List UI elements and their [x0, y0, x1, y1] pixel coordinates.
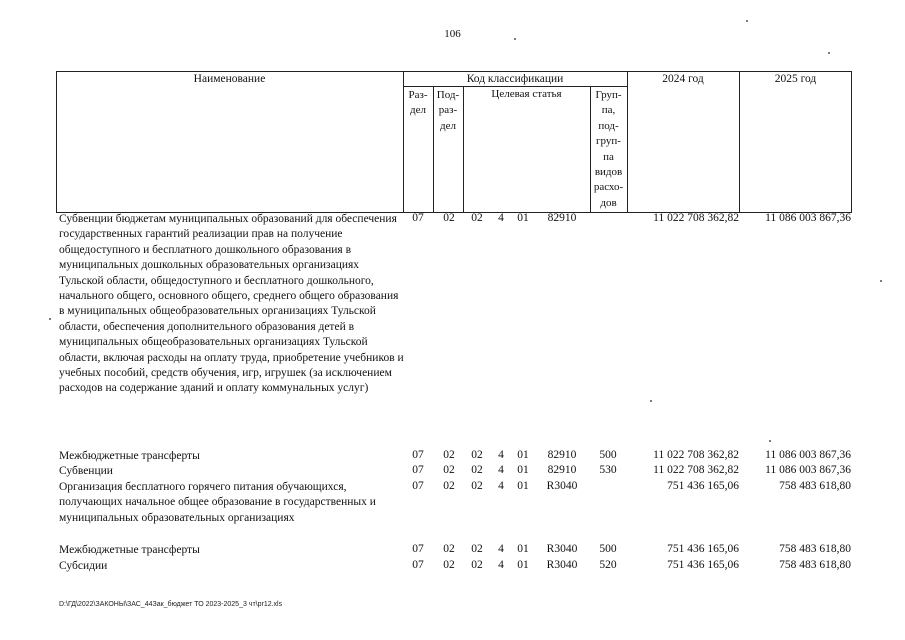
row-amount-2025: 758 483 618,80 [779, 559, 851, 571]
row-target-2: 4 [498, 559, 504, 571]
scan-speck [514, 38, 516, 40]
row-target-2: 4 [498, 480, 504, 492]
row-podrazdel: 02 [443, 543, 455, 555]
header-expense-group-line: па, [601, 104, 616, 117]
row-podrazdel: 02 [443, 559, 455, 571]
header-name: Наименование [193, 73, 266, 85]
header-expense-group-line: видов [594, 166, 623, 179]
header-podrazdel-line: дел [440, 119, 456, 132]
row-target-4: 82910 [547, 464, 577, 476]
row-amount-2024: 11 022 708 362,82 [653, 212, 739, 224]
row-target-1: 02 [471, 559, 483, 571]
header-target-article: Целевая статья [491, 88, 562, 100]
row-amount-2024: 11 022 708 362,82 [653, 449, 739, 461]
row-target-2: 4 [498, 449, 504, 461]
row-razdel: 07 [412, 480, 424, 492]
page-number: 106 [444, 28, 461, 40]
header-expense-group-line: дов [600, 196, 617, 209]
scan-speck [769, 440, 771, 442]
row-name: Межбюджетные трансферты [59, 544, 200, 556]
row-target-3: 01 [517, 543, 529, 555]
row-expense-group: 500 [599, 543, 617, 555]
header-year-2025: 2025 год [774, 73, 817, 85]
row-razdel: 07 [412, 449, 424, 461]
row-amount-2024: 751 436 165,06 [667, 480, 739, 492]
scan-speck [650, 400, 652, 402]
header-razdel-line: Раз- [408, 89, 428, 101]
row-amount-2025: 11 086 003 867,36 [765, 449, 851, 461]
row-target-1: 02 [471, 212, 483, 224]
row-podrazdel: 02 [443, 464, 455, 476]
row-name: Организация бесплатного горячего питания обучающихся, получающих начальное общее образование в государственных и муниципальных образовательных организациях [59, 481, 376, 524]
row-podrazdel: 02 [443, 480, 455, 492]
row-name: Субвенции [59, 465, 113, 477]
row-target-1: 02 [471, 449, 483, 461]
row-razdel: 07 [412, 212, 424, 224]
header-year-2024: 2024 год [662, 73, 704, 85]
scan-speck [49, 318, 51, 320]
divider [403, 86, 627, 87]
header-expense-group-line: Груп- [595, 89, 622, 101]
divider [739, 71, 740, 213]
row-target-1: 02 [471, 464, 483, 476]
row-amount-2025: 758 483 618,80 [779, 480, 851, 492]
header-razdel-line: дел [410, 104, 426, 117]
header-podrazdel-line: Под- [436, 89, 460, 101]
row-podrazdel: 02 [443, 212, 455, 224]
header-code-classification: Код классификации [466, 73, 564, 85]
row-podrazdel: 02 [443, 449, 455, 461]
scan-speck [746, 20, 748, 22]
row-target-3: 01 [517, 464, 529, 476]
row-razdel: 07 [412, 464, 424, 476]
scan-speck [880, 280, 882, 282]
row-target-3: 01 [517, 449, 529, 461]
divider [463, 86, 464, 213]
row-target-3: 01 [517, 559, 529, 571]
row-target-3: 01 [517, 212, 529, 224]
row-target-1: 02 [471, 480, 483, 492]
header-expense-group-line: под- [598, 119, 619, 132]
row-name: Межбюджетные трансферты [59, 450, 200, 462]
row-expense-group: 520 [599, 559, 617, 571]
row-expense-group: 500 [599, 449, 617, 461]
row-amount-2024: 751 436 165,06 [667, 543, 739, 555]
row-amount-2025: 11 086 003 867,36 [765, 212, 851, 224]
row-target-3: 01 [517, 480, 529, 492]
row-target-4: 82910 [547, 212, 577, 224]
row-target-4: R3040 [546, 480, 578, 492]
row-target-2: 4 [498, 464, 504, 476]
header-expense-group-line: па [603, 150, 614, 163]
row-target-1: 02 [471, 543, 483, 555]
footer-file-path: D:\ГД\2022\ЗАКОНЫ\ЗАС_44Зак_бюджет ТО 2023-2025_3 чт\pr12.xls [59, 601, 283, 608]
row-amount-2024: 11 022 708 362,82 [653, 464, 739, 476]
row-amount-2025: 758 483 618,80 [779, 543, 851, 555]
row-target-4: 82910 [547, 449, 577, 461]
header-podrazdel [433, 88, 463, 134]
row-razdel: 07 [412, 543, 424, 555]
row-amount-2024: 751 436 165,06 [667, 559, 739, 571]
row-target-2: 4 [498, 543, 504, 555]
row-target-2: 4 [498, 212, 504, 224]
row-name: Субвенции бюджетам муниципальных образований для обеспечения государственных гарантий реализации прав на получение общедоступного и бесплатного дошкольного образования в муниципальных дошкольных образовательных организациях Тульской области, общедоступного и бесплатного дошкольного, начального общего, основного общего, среднего общего образования в муниципальных общеобразовательных организациях Тульской области, обеспечения дополнительного образования детей в муниципальных общеобразовательных организациях Тульской области, включая расходы на оплату труда, приобретение учебников и учебных пособий, средств обучения, игр, игрушек (за исключением расходов на содержание зданий и оплату коммунальных услуг) [59, 213, 404, 395]
row-name: Субсидии [59, 560, 108, 572]
header-expense-group [590, 88, 627, 211]
row-target-4: R3040 [546, 543, 578, 555]
header-expense-group-line: расхо- [593, 181, 624, 194]
header-expense-group-line: груп- [596, 135, 621, 148]
header-razdel [403, 88, 433, 119]
header-podrazdel-line: раз- [438, 104, 458, 117]
scan-speck [828, 52, 830, 54]
row-razdel: 07 [412, 559, 424, 571]
row-amount-2025: 11 086 003 867,36 [765, 464, 851, 476]
row-target-4: R3040 [546, 559, 578, 571]
divider [627, 71, 628, 213]
row-expense-group: 530 [599, 464, 617, 476]
